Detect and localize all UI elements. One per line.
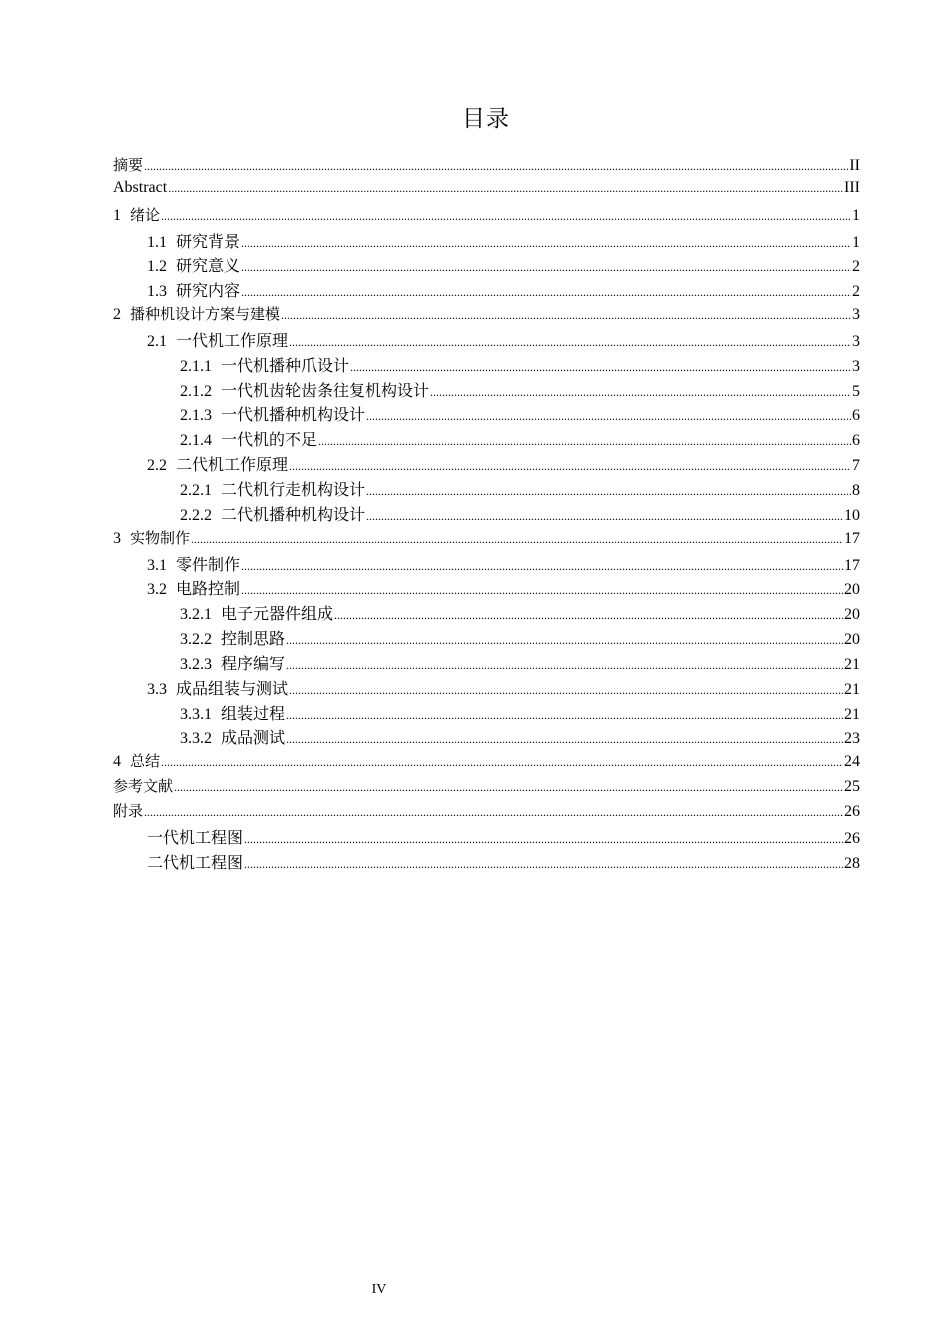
toc-dot-leader bbox=[430, 385, 851, 400]
toc-dot-leader bbox=[161, 755, 843, 770]
toc-entry-number: 2 bbox=[113, 306, 121, 324]
toc-entry-page-number: 3 bbox=[852, 306, 860, 324]
toc-entry[interactable] bbox=[113, 502, 860, 527]
toc-dot-leader bbox=[286, 633, 843, 648]
toc-entry-label: 播种机设计方案与建模 bbox=[130, 305, 281, 324]
toc-dot-leader bbox=[244, 857, 843, 872]
toc-entry-page-number: 6 bbox=[852, 407, 860, 425]
toc-entry-label: 成品组装与测试 bbox=[176, 680, 289, 698]
toc-entry-number: 2.1.2 bbox=[180, 382, 212, 400]
toc-dot-leader bbox=[281, 308, 851, 323]
toc-dot-leader bbox=[241, 236, 851, 251]
toc-entry-number: 3.2.2 bbox=[180, 631, 212, 649]
toc-entry-page-number: 17 bbox=[844, 529, 860, 547]
toc-entry-number: 3.3 bbox=[147, 680, 167, 698]
toc-entry[interactable] bbox=[113, 328, 860, 353]
toc-entry[interactable] bbox=[113, 775, 860, 800]
toc-entry[interactable] bbox=[113, 651, 860, 676]
toc-entry-number: 3 bbox=[113, 529, 121, 547]
toc-entry-number: 2.1.3 bbox=[180, 407, 212, 425]
toc-dot-leader bbox=[241, 260, 851, 275]
toc-entry[interactable] bbox=[113, 701, 860, 726]
toc-entry-page-number: 2 bbox=[852, 283, 860, 301]
toc-dot-leader bbox=[366, 509, 843, 524]
toc-entry-label: 零件制作 bbox=[176, 556, 241, 574]
page-number-footer: IV bbox=[371, 1282, 387, 1297]
toc-entry-label: 二代机工作原理 bbox=[176, 457, 289, 475]
toc-entry-page-number: 8 bbox=[852, 481, 860, 499]
toc-entry-page-number: 1 bbox=[852, 206, 860, 224]
toc-entry-label: 参考文献 bbox=[113, 777, 174, 796]
toc-entry-number: 1.2 bbox=[147, 258, 167, 276]
toc-entry-page-number: 21 bbox=[844, 655, 860, 673]
toc-entry[interactable] bbox=[113, 253, 860, 278]
toc-entry[interactable] bbox=[113, 278, 860, 303]
toc-dot-leader bbox=[286, 732, 843, 747]
toc-entry-label: 一代机播种机构设计 bbox=[221, 407, 366, 425]
toc-dot-leader bbox=[286, 708, 843, 723]
toc-entry-page-number: 10 bbox=[844, 506, 860, 524]
toc-entry-page-number: III bbox=[844, 178, 860, 196]
toc-entry-label: 一代机工程图 bbox=[147, 829, 244, 847]
toc-entry-label: 一代机的不足 bbox=[221, 432, 318, 450]
toc-dot-leader bbox=[191, 532, 843, 547]
toc-entry[interactable] bbox=[113, 676, 860, 701]
toc-entry-label: 研究内容 bbox=[176, 283, 241, 301]
toc-entry[interactable] bbox=[113, 725, 860, 750]
toc-entry[interactable] bbox=[113, 576, 860, 601]
toc-dot-leader bbox=[161, 209, 851, 224]
toc-dot-leader bbox=[241, 559, 843, 574]
toc-entry[interactable] bbox=[113, 825, 860, 850]
toc-entry-page-number: 24 bbox=[844, 753, 860, 771]
toc-entry[interactable] bbox=[113, 154, 860, 179]
toc-entry[interactable] bbox=[113, 427, 860, 452]
toc-entry-label: 电子元器件组成 bbox=[221, 606, 334, 624]
toc-entry-number: 2.1.1 bbox=[180, 357, 212, 375]
toc-entry-label: 研究背景 bbox=[176, 233, 241, 251]
toc-entry-number: 1 bbox=[113, 206, 121, 224]
toc-entry-page-number: 23 bbox=[844, 730, 860, 748]
toc-entry-label: 绪论 bbox=[130, 205, 161, 224]
toc-entry-label: 一代机播种爪设计 bbox=[221, 357, 350, 375]
toc-entry-label: 附录 bbox=[113, 801, 144, 820]
toc-entry-page-number: 1 bbox=[852, 233, 860, 251]
toc-entry-number: 2.2.2 bbox=[180, 506, 212, 524]
toc-entry-number: 3.3.1 bbox=[180, 705, 212, 723]
toc-entry-number: 3.3.2 bbox=[180, 730, 212, 748]
toc-entry-page-number: 26 bbox=[844, 829, 860, 847]
toc-entry-page-number: 3 bbox=[852, 332, 860, 350]
toc-entry-page-number: 7 bbox=[852, 457, 860, 475]
toc-entry[interactable] bbox=[113, 800, 860, 825]
toc-entry[interactable] bbox=[113, 204, 860, 229]
toc-entry-number: 2.2.1 bbox=[180, 481, 212, 499]
toc-entry[interactable] bbox=[113, 229, 860, 254]
toc-dot-leader bbox=[286, 658, 843, 673]
toc-dot-leader bbox=[289, 683, 843, 698]
toc-entry[interactable] bbox=[113, 402, 860, 427]
toc-entry[interactable] bbox=[113, 452, 860, 477]
toc-entry[interactable] bbox=[113, 527, 860, 552]
toc-entry-page-number: 21 bbox=[844, 705, 860, 723]
toc-entry-page-number: 2 bbox=[852, 258, 860, 276]
toc-entry-number: 1.3 bbox=[147, 283, 167, 301]
toc-entry-number: 2.1.4 bbox=[180, 432, 212, 450]
toc-entry-page-number: 28 bbox=[844, 854, 860, 872]
toc-entry-number: 4 bbox=[113, 753, 121, 771]
toc-entry-label: 一代机齿轮齿条往复机构设计 bbox=[221, 382, 430, 400]
toc-dot-leader bbox=[366, 484, 851, 499]
toc-title: 目录 bbox=[462, 106, 510, 132]
toc-entry[interactable] bbox=[113, 477, 860, 502]
toc-entry-label: 程序编写 bbox=[221, 655, 286, 673]
toc-dot-leader bbox=[244, 832, 843, 847]
toc-entry-page-number: 26 bbox=[844, 802, 860, 820]
toc-entry-page-number: 3 bbox=[852, 357, 860, 375]
toc-entry[interactable] bbox=[113, 378, 860, 403]
toc-entry-label: Abstract bbox=[113, 178, 168, 196]
toc-dot-leader bbox=[144, 159, 848, 174]
toc-entry-label: 二代机播种机构设计 bbox=[221, 506, 366, 524]
toc-entry-page-number: 6 bbox=[852, 432, 860, 450]
toc-entry-page-number: 20 bbox=[844, 631, 860, 649]
toc-entry-page-number: 5 bbox=[852, 382, 860, 400]
toc-dot-leader bbox=[144, 805, 843, 820]
toc-entry-page-number: 20 bbox=[844, 606, 860, 624]
toc-entry-number: 1.1 bbox=[147, 233, 167, 251]
toc-entry-page-number: 17 bbox=[844, 556, 860, 574]
toc-entry[interactable] bbox=[113, 601, 860, 626]
toc-entry-label: 实物制作 bbox=[130, 528, 191, 547]
toc-entry-number: 3.2.3 bbox=[180, 655, 212, 673]
toc-dot-leader bbox=[334, 608, 843, 623]
toc-entry-label: 总结 bbox=[130, 752, 161, 771]
toc-dot-leader bbox=[318, 434, 851, 449]
toc-dot-leader bbox=[241, 285, 851, 300]
toc-entry-label: 研究意义 bbox=[176, 258, 241, 276]
toc-entry-label: 电路控制 bbox=[176, 581, 241, 599]
toc-entry[interactable] bbox=[113, 850, 860, 875]
toc-entry-label: 二代机行走机构设计 bbox=[221, 481, 366, 499]
toc-dot-leader bbox=[289, 459, 851, 474]
toc-entry-number: 3.1 bbox=[147, 556, 167, 574]
toc-entry[interactable] bbox=[113, 750, 860, 775]
toc-entry[interactable] bbox=[113, 552, 860, 577]
toc-entry-page-number: 25 bbox=[844, 778, 860, 796]
toc-entry-number: 2.2 bbox=[147, 457, 167, 475]
toc-entry-page-number: 21 bbox=[844, 680, 860, 698]
toc-dot-leader bbox=[241, 583, 843, 598]
toc-entry-label: 控制思路 bbox=[221, 631, 286, 649]
toc-entry-label: 一代机工作原理 bbox=[176, 332, 289, 350]
toc-list bbox=[113, 154, 860, 874]
toc-entry[interactable] bbox=[113, 353, 860, 378]
toc-entry[interactable] bbox=[113, 303, 860, 328]
toc-entry-number: 3.2.1 bbox=[180, 606, 212, 624]
toc-dot-leader bbox=[168, 181, 843, 196]
toc-entry-page-number: 20 bbox=[844, 581, 860, 599]
toc-entry-number: 3.2 bbox=[147, 581, 167, 599]
toc-dot-leader bbox=[366, 409, 851, 424]
toc-entry-label: 二代机工程图 bbox=[147, 854, 244, 872]
toc-entry-label: 组装过程 bbox=[221, 705, 286, 723]
toc-entry[interactable] bbox=[113, 626, 860, 651]
toc-entry-page-number: II bbox=[849, 157, 860, 174]
toc-entry[interactable] bbox=[113, 179, 860, 204]
toc-dot-leader bbox=[174, 780, 843, 795]
toc-entry-label: 摘要 bbox=[113, 156, 144, 174]
toc-dot-leader bbox=[289, 335, 851, 350]
toc-entry-label: 成品测试 bbox=[221, 730, 286, 748]
toc-entry-number: 2.1 bbox=[147, 332, 167, 350]
toc-dot-leader bbox=[350, 360, 851, 375]
